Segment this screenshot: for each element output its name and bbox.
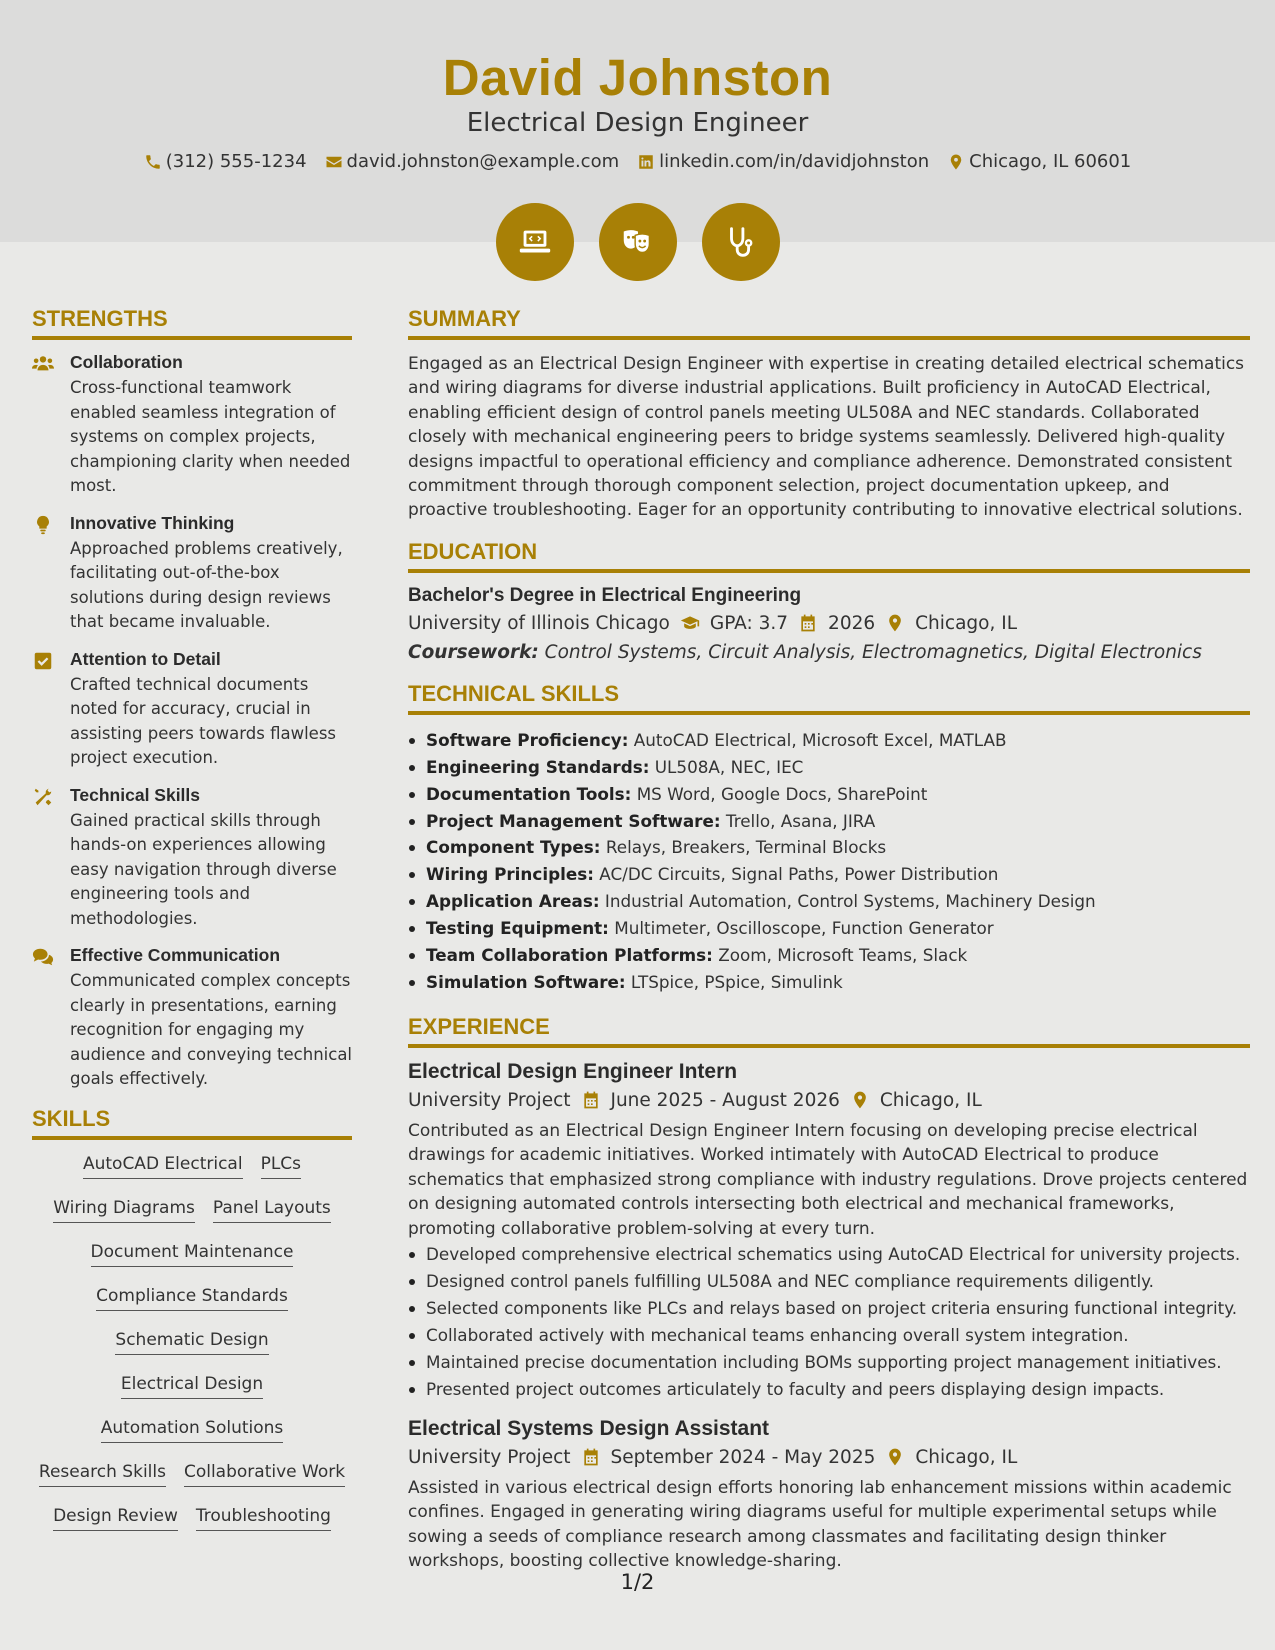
map-marker-icon — [885, 1447, 905, 1467]
strength-desc: Crafted technical documents noted for accuracy, crucial in assisting peers towards flawless project execution. — [70, 674, 337, 767]
list-item: Component Types: Relays, Breakers, Terminal Blocks — [408, 834, 1250, 861]
job-dates: June 2025 - August 2026 — [610, 1089, 840, 1111]
list-item: Selected components like PLCs and relays based on project criteria ensuring functional integrity. — [408, 1295, 1250, 1322]
envelope-icon — [325, 153, 343, 171]
tools-icon — [32, 787, 54, 807]
strength-desc: Cross-functional teamwork enabled seamless integration of systems on complex projects, championing clarity when needed most. — [70, 378, 351, 495]
skill-chip: Panel Layouts — [213, 1198, 331, 1223]
calendar-icon — [581, 1447, 601, 1467]
map-marker-icon — [850, 1090, 870, 1110]
skill-chip: Document Maintenance — [91, 1242, 294, 1267]
stethoscope-icon — [722, 223, 760, 261]
skill-chip: Schematic Design — [115, 1330, 268, 1355]
strength-item — [32, 513, 352, 635]
list-item: Collaborated actively with mechanical teams enhancing overall system integration. — [408, 1322, 1250, 1349]
school-name: University of Illinois Chicago — [408, 612, 670, 634]
strength-item — [32, 785, 352, 932]
gpa: GPA: 3.7 — [709, 612, 789, 634]
strength-item — [32, 649, 352, 771]
list-item: Testing Equipment: Multimeter, Oscilloscope, Function Generator — [408, 915, 1250, 942]
strength-title: Effective Communication — [70, 945, 281, 965]
comments-icon — [32, 947, 54, 967]
strength-title: Technical Skills — [70, 784, 201, 805]
job-description: Contributed as an Electrical Design Engineer Intern focusing on developing precise electrical drawings for academic initiatives. Worked intimately with AutoCAD Electrical to produce schematics that emphasized strong compliance with industry regulations. Drove projects centered on designing automated controls intersecting both electrical and mechanical frameworks, promoting collaborative problem-solving at every turn. — [408, 1120, 1248, 1239]
strengths-heading: STRENGTHS — [32, 306, 352, 340]
education-details — [408, 613, 1250, 634]
contact-email[interactable]: david.johnston@example.com — [325, 151, 620, 172]
list-item: Designed control panels fulfilling UL508A and NEC compliance requirements diligently. — [408, 1268, 1250, 1295]
candidate-name: David Johnston — [442, 49, 833, 106]
technical-skills-list — [408, 727, 1250, 996]
contact-phone: (312) 555-1234 — [144, 151, 307, 172]
page-number: 1/2 — [620, 1570, 655, 1594]
lightbulb-icon — [32, 515, 54, 535]
job-details — [408, 1090, 1250, 1111]
job-description: Assisted in various electrical design efforts honoring lab enhancement missions within academic confines. Engaged in generating wiring diagrams useful for multiple experimental setups while sowing a seeds of compliance research among classmates and facilitating design thinker workshops, boosting collective knowledge-sharing. — [408, 1477, 1232, 1572]
list-item: Project Management Software: Trello, Asana, JIRA — [408, 808, 1250, 835]
list-item: Engineering Standards: UL508A, NEC, IEC — [408, 754, 1250, 781]
skill-chip: Design Review — [53, 1506, 178, 1531]
coursework — [408, 642, 1250, 663]
list-item: Documentation Tools: MS Word, Google Docs, SharePoint — [408, 781, 1250, 808]
skill-chip: Collaborative Work — [184, 1462, 345, 1487]
calendar-icon — [798, 613, 818, 633]
strength-desc: Approached problems creatively, facilitating out-of-the-box solutions during design reviews that became invaluable. — [70, 538, 343, 631]
list-item: Software Proficiency: AutoCAD Electrical, Microsoft Excel, MATLAB — [408, 727, 1250, 754]
laptop-code-icon — [516, 223, 554, 261]
job-location: Chicago, IL — [915, 1446, 1018, 1468]
job-dates: September 2024 - May 2025 — [610, 1446, 876, 1468]
list-item: Simulation Software: LTSpice, PSpice, Simulink — [408, 969, 1250, 996]
skill-chip: Troubleshooting — [196, 1506, 331, 1531]
technical-skills-heading: TECHNICAL SKILLS — [408, 681, 1250, 715]
left-column — [32, 306, 352, 1550]
list-item: Wiring Principles: AC/DC Circuits, Signal Paths, Power Distribution — [408, 861, 1250, 888]
strength-title: Innovative Thinking — [70, 512, 235, 533]
strength-title: Collaboration — [70, 352, 183, 372]
list-item: Team Collaboration Platforms: Zoom, Microsoft Teams, Slack — [408, 942, 1250, 969]
education-heading: EDUCATION — [408, 539, 1250, 573]
skills-list — [32, 1152, 352, 1531]
right-column — [408, 306, 1250, 1574]
coursework-label: Coursework: — [408, 641, 539, 663]
laptop-code-circle — [496, 203, 574, 281]
graduation-year: 2026 — [828, 612, 876, 634]
check-square-icon — [32, 651, 54, 671]
linkedin-icon — [637, 153, 655, 171]
list-item: Maintained precise documentation including BOMs supporting project management initiatives. — [408, 1349, 1250, 1376]
job-org: University Project — [408, 1446, 571, 1468]
summary-text: Engaged as an Electrical Design Engineer with expertise in creating detailed electrical schematics and wiring diagrams for diverse industrial applications. Built proficiency in AutoCAD Electrical, enabling efficient design of control panels meeting UL508A and NEC standards. Collaborated closely with mechanical engineering peers to bridge systems seamlessly. Delivered high-quality designs impactful to operational efficiency and compliance adherence. Demonstrated consistent commitment through thorough component selection, project documentation upkeep, and proactive troubleshooting. Eager for an opportunity contributing to innovative electrical solutions. — [408, 354, 1245, 521]
job-org: University Project — [408, 1089, 571, 1111]
resume-header — [0, 0, 1275, 242]
summary-heading: SUMMARY — [408, 306, 1250, 340]
skill-chip: Research Skills — [39, 1462, 166, 1487]
theater-masks-circle — [599, 203, 677, 281]
strength-desc: Communicated complex concepts clearly in presentations, earning recognition for engaging my audience and conveying technical goals effectively. — [70, 971, 353, 1088]
degree-title: Bachelor's Degree in Electrical Engineering — [408, 584, 802, 606]
job-title: Electrical Design Engineer Intern — [408, 1059, 738, 1083]
job-location: Chicago, IL — [879, 1089, 982, 1111]
list-item: Application Areas: Industrial Automation, Control Systems, Machinery Design — [408, 888, 1250, 915]
calendar-icon — [581, 1090, 601, 1110]
experience-heading: EXPERIENCE — [408, 1014, 1250, 1048]
contact-bar — [0, 151, 1275, 172]
contact-linkedin[interactable]: linkedin.com/in/davidjohnston — [637, 151, 929, 172]
stethoscope-circle — [702, 203, 780, 281]
users-icon — [32, 354, 54, 374]
skill-chip: Electrical Design — [121, 1374, 263, 1399]
graduation-cap-icon — [680, 613, 700, 633]
job-details — [408, 1447, 1250, 1468]
phone-icon — [144, 153, 162, 171]
skill-chip: Compliance Standards — [96, 1286, 288, 1311]
strength-item — [32, 352, 352, 499]
interest-icons — [0, 203, 1275, 281]
skill-chip: AutoCAD Electrical — [83, 1154, 243, 1179]
skill-chip: PLCs — [261, 1154, 301, 1179]
map-marker-icon — [885, 613, 905, 633]
skill-chip: Automation Solutions — [101, 1418, 284, 1443]
contact-location: Chicago, IL 60601 — [947, 151, 1131, 172]
job-bullets — [408, 1241, 1250, 1402]
strength-desc: Gained practical skills through hands-on experiences allowing easy navigation through diverse engineering tools and methodologies. — [70, 810, 337, 928]
job-title: Electrical Systems Design Assistant — [408, 1416, 770, 1440]
candidate-title: Electrical Design Engineer — [466, 108, 809, 138]
list-item: Presented project outcomes articulately to faculty and peers displaying design impacts. — [408, 1376, 1250, 1403]
skills-heading: SKILLS — [32, 1106, 352, 1140]
map-marker-icon — [947, 153, 965, 171]
skill-chip: Wiring Diagrams — [53, 1198, 195, 1223]
theater-masks-icon — [619, 223, 657, 261]
coursework-list: Control Systems, Circuit Analysis, Electromagnetics, Digital Electronics — [544, 641, 1202, 663]
list-item: Developed comprehensive electrical schematics using AutoCAD Electrical for university projects. — [408, 1241, 1250, 1268]
strength-title: Attention to Detail — [70, 648, 221, 669]
strength-item — [32, 945, 352, 1092]
school-location: Chicago, IL — [915, 612, 1018, 634]
